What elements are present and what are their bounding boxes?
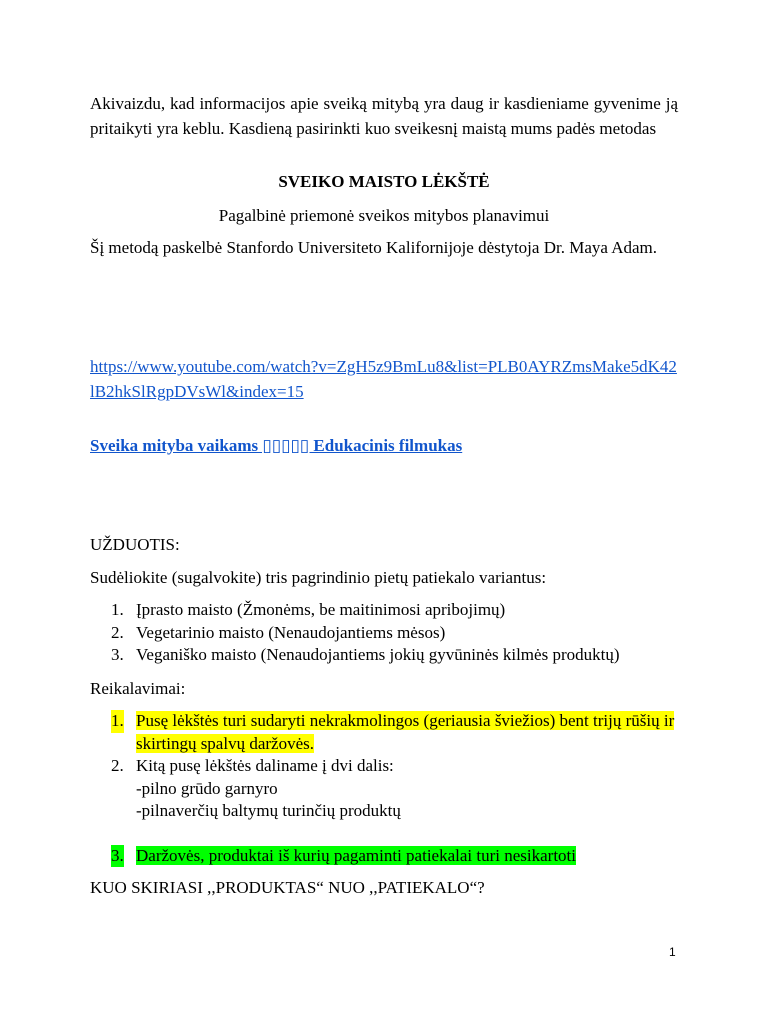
- list-item: [90, 755, 678, 823]
- intro-paragraph: Akivaizdu, kad informacijos apie sveiką mitybą yra daug ir kasdieniame gyvenime ją pritaikyti yra keblu. Kasdieną pasirinkti kuo sveikesnį maistą mums padės metodas: [90, 94, 678, 138]
- variants-list: [90, 599, 678, 667]
- list-item-text: Vegetarinio maisto (Nenaudojantiems mėsos): [136, 622, 446, 642]
- sub-item: -pilnaverčių baltymų turinčių produktų: [136, 801, 401, 820]
- list-number: 1.: [111, 600, 124, 619]
- list-item-text: Įprasto maisto (Žmonėms, be maitinimosi apribojimų): [136, 600, 506, 619]
- question-line: KUO SKIRIASI ,,PRODUKTAS“ NUO ,,PATIEKALO“?: [90, 878, 485, 897]
- list-number: 3.: [111, 645, 124, 664]
- requirements-label: Reikalavimai:: [90, 679, 186, 698]
- list-number: 1.: [111, 710, 124, 733]
- list-item: [90, 710, 678, 755]
- list-item: [90, 644, 678, 667]
- list-number: 2.: [111, 622, 124, 642]
- document-title: SVEIKO MAISTO LĖKŠTĖ: [278, 172, 490, 191]
- sub-item: -pilno grūdo garnyro: [136, 778, 278, 798]
- list-number: 2.: [111, 756, 124, 775]
- list-item: [90, 845, 678, 868]
- list-number: 3.: [111, 845, 124, 868]
- task-label: UŽDUOTIS:: [90, 535, 180, 554]
- author-paragraph: Šį metodą paskelbė Stanfordo Universiteto Kalifornijoje dėstytoja Dr. Maya Adam.: [90, 238, 658, 257]
- task-text: Sudėliokite (sugalvokite) tris pagrindinio pietų patiekalo variantus:: [90, 568, 547, 587]
- list-item: [90, 599, 678, 622]
- highlighted-requirement: Pusę lėkštės turi sudaryti nekrakmolingos (geriausia šviežios) bent trijų rūšių ir skirtingų spalvų daržovės.: [136, 711, 675, 753]
- video-title-link[interactable]: Sveika mityba vaikams ▯▯▯▯▯ Edukacinis filmukas: [90, 436, 463, 455]
- list-item-text: Veganiško maisto (Nenaudojantiems jokių gyvūninės kilmės produktų): [136, 645, 620, 664]
- youtube-url-link[interactable]: https://www.youtube.com/watch?v=ZgH5z9BmLu8&list=PLB0AYRZmsMake5dK42lB2hkSlRgpDVsWl&index=15: [90, 357, 677, 401]
- document-page: [90, 0, 678, 1024]
- list-item-text: Kitą pusę lėkštės daliname į dvi dalis:: [136, 756, 394, 775]
- document-subtitle: Pagalbinė priemonė sveikos mitybos planavimui: [218, 206, 550, 225]
- list-item: [90, 622, 678, 645]
- page-number: 1: [669, 945, 676, 959]
- requirements-list: [90, 710, 678, 867]
- highlighted-requirement: Daržovės, produktai iš kurių pagaminti patiekalai turi nesikartoti: [136, 845, 576, 865]
